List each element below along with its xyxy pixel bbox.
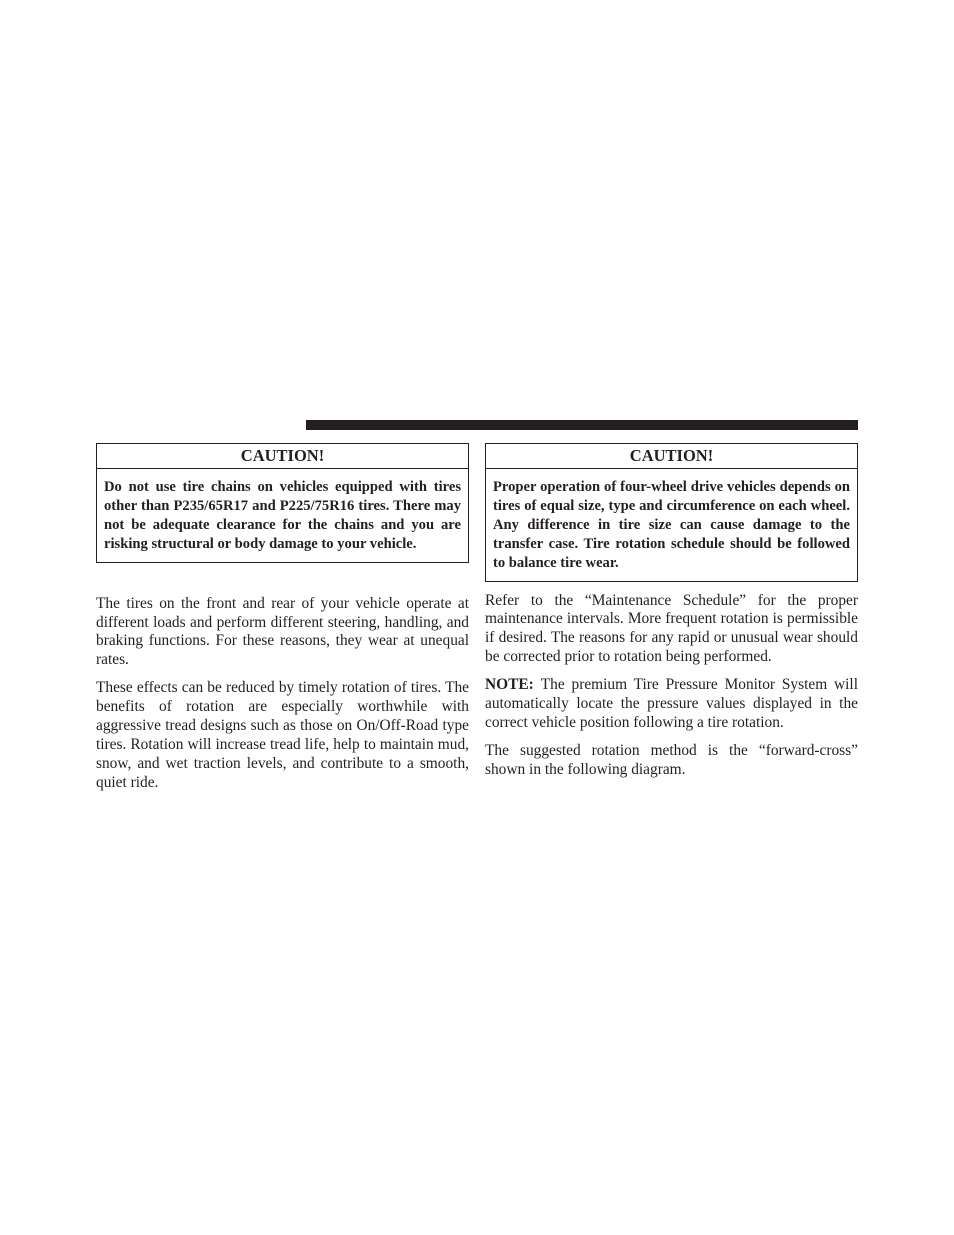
paragraph-tire-wear: The tires on the front and rear of your vehicle operate at different loads and perform different steering, handling, and braking functions. For these reasons, they wear at unequal rates. — [96, 594, 469, 669]
paragraph-maintenance-schedule: Refer to the “Maintenance Schedule” for the proper maintenance intervals. More frequent rotation is permissible if desired. The reasons for any rapid or unusual wear should be corrected prior to rotation being performed. — [485, 591, 858, 666]
caution-box-four-wheel-drive — [485, 443, 858, 582]
note-label: NOTE: — [485, 676, 534, 694]
right-column — [485, 443, 858, 780]
paragraph-rotation-method: The suggested rotation method is the “forward-cross” shown in the following diagram. — [485, 741, 858, 778]
caution-text: Proper operation of four-wheel drive vehicles depends on tires of equal size, type and circumference on each wheel. Any difference in tire size can cause damage to the transfer case. Tire rotation schedule should be followed to balance tire wear. — [493, 479, 850, 571]
caution-box-chains — [96, 443, 469, 563]
left-column — [96, 443, 469, 793]
paragraph-rotation-benefits: These effects can be reduced by timely rotation of tires. The benefits of rotation are especially worthwhile with aggressive tread designs such as those on On/Off-Road type tires. Rotation will increase tread life, help to maintain mud, snow, and wet traction levels, and contribute to a smooth, quiet ride. — [96, 679, 469, 791]
caution-title: CAUTION! — [97, 444, 468, 469]
note-text: The premium Tire Pressure Monitor System will automatically locate the pressure values displayed in the correct vehicle position following a tire rotation. — [485, 676, 858, 731]
header-rule — [306, 420, 858, 430]
note-paragraph — [485, 676, 858, 733]
caution-text: Do not use tire chains on vehicles equipped with tires other than P235/65R17 and P225/75R16 tires. There may not be adequate clearance for the chains and you are risking structural or body damage to your vehicle. — [104, 479, 461, 552]
caution-title: CAUTION! — [486, 444, 857, 469]
